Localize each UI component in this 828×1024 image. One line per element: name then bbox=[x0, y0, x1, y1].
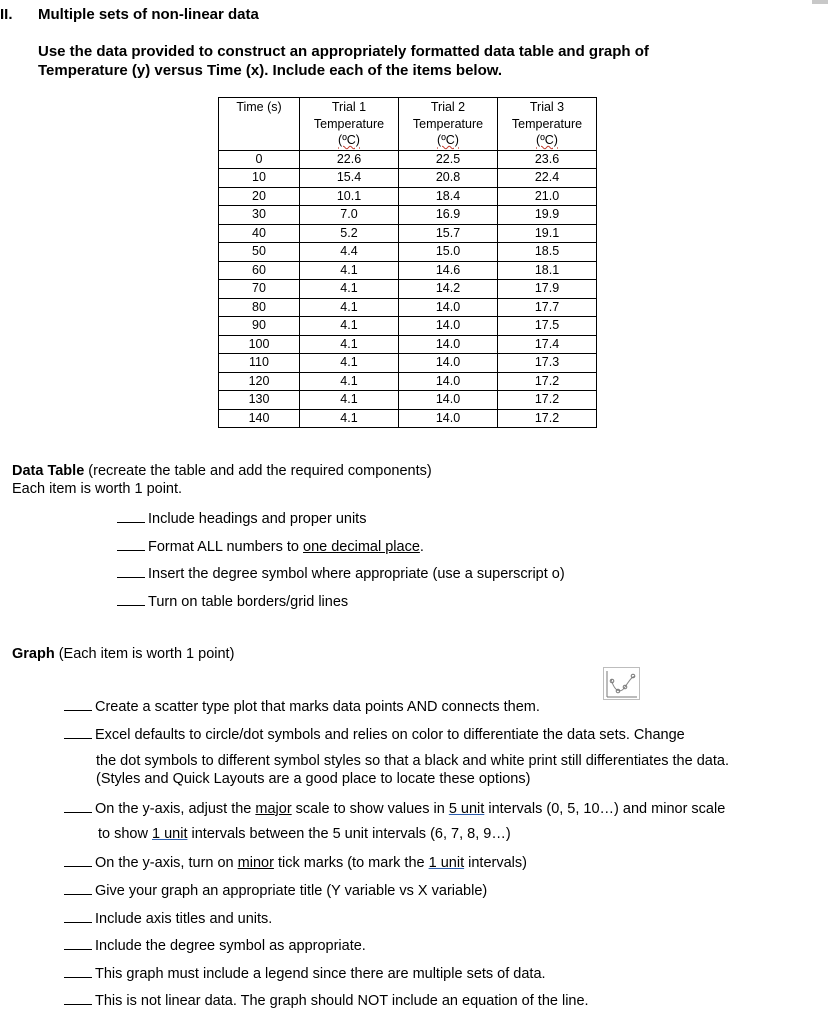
temperature-cell: 4.1 bbox=[300, 391, 399, 410]
section-title: Multiple sets of non-linear data bbox=[38, 6, 259, 23]
time-cell: 110 bbox=[219, 354, 300, 373]
graph-checklist-item: On the y-axis, adjust the major scale to show values in 5 unit intervals (0, 5, 10…) and minor scale bbox=[64, 798, 725, 817]
temperature-cell: 18.1 bbox=[498, 261, 597, 280]
score-blank[interactable] bbox=[64, 990, 92, 1005]
temperature-cell: 15.4 bbox=[300, 169, 399, 188]
time-cell: 20 bbox=[219, 187, 300, 206]
score-blank[interactable] bbox=[64, 724, 92, 739]
temperature-cell: 19.9 bbox=[498, 206, 597, 225]
time-cell: 130 bbox=[219, 391, 300, 410]
graph-checklist-item: Include the degree symbol as appropriate. bbox=[64, 935, 366, 954]
table-row bbox=[219, 372, 597, 391]
temperature-cell: 17.2 bbox=[498, 372, 597, 391]
header-trial-2: Trial 2 Temperature (ºC) bbox=[399, 98, 498, 151]
temperature-cell: 14.0 bbox=[399, 354, 498, 373]
temperature-cell: 7.0 bbox=[300, 206, 399, 225]
temperature-cell: 17.2 bbox=[498, 409, 597, 428]
graph-checklist-item: Create a scatter type plot that marks data points AND connects them. bbox=[64, 696, 540, 715]
checklist-item: Turn on table borders/grid lines bbox=[117, 591, 348, 610]
temperature-data-table bbox=[218, 97, 597, 428]
time-cell: 60 bbox=[219, 261, 300, 280]
temperature-cell: 4.1 bbox=[300, 409, 399, 428]
table-row bbox=[219, 150, 597, 169]
temperature-cell: 14.0 bbox=[399, 372, 498, 391]
time-cell: 140 bbox=[219, 409, 300, 428]
score-blank[interactable] bbox=[64, 935, 92, 950]
temperature-cell: 22.6 bbox=[300, 150, 399, 169]
score-blank[interactable] bbox=[117, 536, 145, 551]
section-instructions: Use the data provided to construct an appropriately formatted data table and graph of Temperature (y) versus Time (x). Include each of the items below. bbox=[38, 43, 649, 79]
temperature-cell: 4.1 bbox=[300, 372, 399, 391]
temperature-cell: 17.5 bbox=[498, 317, 597, 336]
table-row bbox=[219, 280, 597, 299]
temperature-cell: 23.6 bbox=[498, 150, 597, 169]
table-row bbox=[219, 354, 597, 373]
graph-checklist-item: This graph must include a legend since there are multiple sets of data. bbox=[64, 963, 546, 982]
temperature-cell: 14.0 bbox=[399, 298, 498, 317]
temperature-cell: 17.2 bbox=[498, 391, 597, 410]
temperature-cell: 5.2 bbox=[300, 224, 399, 243]
data-table-heading: Data Table (recreate the table and add the required components) Each item is worth 1 point. bbox=[12, 463, 432, 497]
temperature-cell: 4.4 bbox=[300, 243, 399, 262]
temperature-cell: 4.1 bbox=[300, 298, 399, 317]
temperature-cell: 4.1 bbox=[300, 335, 399, 354]
header-time: Time (s) bbox=[219, 98, 300, 151]
score-blank[interactable] bbox=[64, 798, 92, 813]
graph-checklist-item: This is not linear data. The graph should NOT include an equation of the line. bbox=[64, 990, 589, 1009]
time-cell: 10 bbox=[219, 169, 300, 188]
temperature-cell: 18.4 bbox=[399, 187, 498, 206]
temperature-cell: 4.1 bbox=[300, 317, 399, 336]
temperature-cell: 14.6 bbox=[399, 261, 498, 280]
time-cell: 70 bbox=[219, 280, 300, 299]
temperature-cell: 19.1 bbox=[498, 224, 597, 243]
checklist-item: Insert the degree symbol where appropriate (use a superscript o) bbox=[117, 563, 565, 582]
table-row bbox=[219, 317, 597, 336]
time-cell: 0 bbox=[219, 150, 300, 169]
temperature-cell: 21.0 bbox=[498, 187, 597, 206]
time-cell: 40 bbox=[219, 224, 300, 243]
temperature-cell: 14.2 bbox=[399, 280, 498, 299]
table-row bbox=[219, 261, 597, 280]
temperature-cell: 18.5 bbox=[498, 243, 597, 262]
temperature-cell: 15.0 bbox=[399, 243, 498, 262]
time-cell: 80 bbox=[219, 298, 300, 317]
time-cell: 50 bbox=[219, 243, 300, 262]
score-blank[interactable] bbox=[64, 880, 92, 895]
temperature-cell: 14.0 bbox=[399, 391, 498, 410]
temperature-cell: 17.7 bbox=[498, 298, 597, 317]
temperature-cell: 4.1 bbox=[300, 354, 399, 373]
page-edge-marker bbox=[812, 0, 828, 4]
table-row bbox=[219, 187, 597, 206]
checklist-item: Format ALL numbers to one decimal place. bbox=[117, 536, 424, 555]
temperature-cell: 22.5 bbox=[399, 150, 498, 169]
score-blank[interactable] bbox=[64, 852, 92, 867]
time-cell: 100 bbox=[219, 335, 300, 354]
temperature-cell: 14.0 bbox=[399, 409, 498, 428]
score-blank[interactable] bbox=[117, 591, 145, 606]
table-header-row bbox=[219, 98, 597, 151]
header-trial-3: Trial 3 Temperature (ºC) bbox=[498, 98, 597, 151]
score-blank[interactable] bbox=[117, 508, 145, 523]
table-row bbox=[219, 224, 597, 243]
graph-item-continuation: the dot symbols to different symbol styles so that a black and white print still differentiates the data. (Styles and Quick Layouts are a good place to locate these options) bbox=[96, 753, 729, 787]
time-cell: 120 bbox=[219, 372, 300, 391]
graph-item-continuation: to show 1 unit intervals between the 5 unit intervals (6, 7, 8, 9…) bbox=[98, 826, 511, 842]
score-blank[interactable] bbox=[117, 563, 145, 578]
graph-checklist-item: Include axis titles and units. bbox=[64, 908, 272, 927]
score-blank[interactable] bbox=[64, 963, 92, 978]
graph-checklist-item: Excel defaults to circle/dot symbols and relies on color to differentiate the data sets. Change bbox=[64, 724, 685, 743]
score-blank[interactable] bbox=[64, 696, 92, 711]
table-row bbox=[219, 298, 597, 317]
time-cell: 30 bbox=[219, 206, 300, 225]
section-number: II. bbox=[0, 6, 13, 23]
temperature-cell: 17.9 bbox=[498, 280, 597, 299]
temperature-cell: 14.0 bbox=[399, 317, 498, 336]
table-row bbox=[219, 206, 597, 225]
temperature-cell: 4.1 bbox=[300, 280, 399, 299]
header-trial-1: Trial 1 Temperature (ºC) bbox=[300, 98, 399, 151]
temperature-cell: 20.8 bbox=[399, 169, 498, 188]
temperature-cell: 4.1 bbox=[300, 261, 399, 280]
time-cell: 90 bbox=[219, 317, 300, 336]
table-row bbox=[219, 243, 597, 262]
temperature-cell: 22.4 bbox=[498, 169, 597, 188]
table-row bbox=[219, 335, 597, 354]
temperature-cell: 17.4 bbox=[498, 335, 597, 354]
scatter-chart-icon bbox=[603, 667, 640, 700]
temperature-cell: 17.3 bbox=[498, 354, 597, 373]
temperature-cell: 10.1 bbox=[300, 187, 399, 206]
temperature-cell: 14.0 bbox=[399, 335, 498, 354]
temperature-cell: 15.7 bbox=[399, 224, 498, 243]
graph-checklist-item: Give your graph an appropriate title (Y variable vs X variable) bbox=[64, 880, 487, 899]
temperature-cell: 16.9 bbox=[399, 206, 498, 225]
table-row bbox=[219, 391, 597, 410]
graph-heading: Graph (Each item is worth 1 point) bbox=[12, 646, 235, 662]
score-blank[interactable] bbox=[64, 908, 92, 923]
table-row bbox=[219, 409, 597, 428]
graph-checklist-item: On the y-axis, turn on minor tick marks (to mark the 1 unit intervals) bbox=[64, 852, 527, 871]
checklist-item: Include headings and proper units bbox=[117, 508, 366, 527]
table-row bbox=[219, 169, 597, 188]
table-body bbox=[219, 150, 597, 428]
